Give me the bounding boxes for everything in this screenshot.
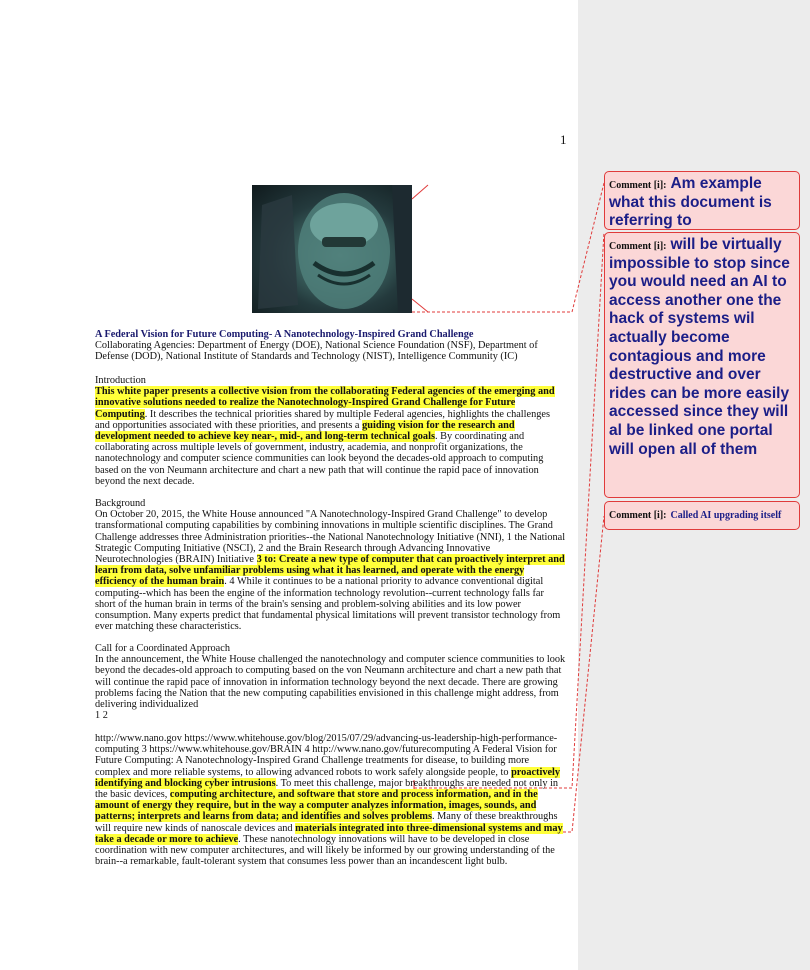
highlighted-text: 3 to: Create a new type of computer that can proactively interpret and learn from data, solve unfamiliar problems using what it has learned, and operate with the energy efficiency of the human brain <box>95 554 565 588</box>
section-references <box>95 733 567 867</box>
section-background <box>95 498 567 632</box>
comment-label: Comment [i]: <box>609 241 667 252</box>
comment-balloon[interactable] <box>604 171 800 230</box>
robot-face-image[interactable] <box>252 185 412 313</box>
comment-text: Am example what this document is referring to <box>609 175 772 230</box>
paragraph <box>95 733 567 867</box>
section-call <box>95 643 567 721</box>
paragraph <box>95 386 567 487</box>
highlighted-text: guiding vision for the research and development needed to achieve key near-, mid-, and long-term technical goals <box>95 419 515 443</box>
highlighted-text: materials integrated into three-dimensional systems and may take a decade or more to achieve <box>95 822 563 845</box>
comment-balloon[interactable] <box>604 232 800 498</box>
section-introduction <box>95 375 567 487</box>
footnote-marks: 1 2 <box>95 710 108 722</box>
paragraph-text: http://www.nano.gov https://www.whitehouse.gov/blog/2015/07/29/advancing-us-leadership-high-performance-computing 3 https://www.whitehouse.gov/BRAIN 4 http://www.nano.gov/futurecomputing A Federal Vision for Future Computing: A Nanotechnology-Inspired Grand Challenge treatments for disease, to building more complex and more reliable systems, to allowing advanced robots to work safely alongside people, to <box>95 733 558 778</box>
highlighted-text: computing architecture, and software that store and process information, and in the amount of energy they require, but in the way a computer analyzes information, images, sounds, and patterns; interprets and learns from data; and identifies and solves problems <box>95 789 538 823</box>
comment-balloon[interactable] <box>604 501 800 530</box>
paragraph: In the announcement, the White House challenged the nanotechnology and computer science communities to look beyond the decades-old approach to computing based on the von Neumann architecture and chart a new path that will continue the rapid pace of innovation in information technology beyond the next decade. There are growing problems facing the Nation that the new computing capabilities envisioned in this challenge might address, from delivering individualized <box>95 654 566 711</box>
paragraph <box>95 509 567 632</box>
document-header <box>95 329 567 363</box>
document-title: A Federal Vision for Future Computing- A Nanotechnology-Inspired Grand Challenge <box>95 329 474 340</box>
section-heading: Introduction <box>95 375 146 386</box>
paragraph-text: On October 20, 2015, the White House announced "A Nanotechnology-Inspired Grand Challenge" to develop transformational computing capabilities by combining innovations in multiple scientific disciplines. The Grand Challenge addresses three Administration priorities--the National Nanotechnology Initiative (NNI), 1 the National Strategic Computing Initiative (NSCI), 2 and the Brain Research through Advancing Innovative Neurotechnologies (BRAIN) Initiative <box>95 509 566 566</box>
paragraph-text: . It describes the technical priorities shared by multiple Federal agencies, highlights the challenges and opportunities associated with these priorities, and presents a <box>95 408 550 431</box>
comment-label: Comment [i]: <box>609 510 667 521</box>
comment-text: will be virtually impossible to stop since you would need an AI to access another one the hack of systems wil actually become contagious and more destructive and over rides can be more easily accessed since they will al be linked one portal will open all of them <box>609 236 790 458</box>
section-heading: Background <box>95 498 146 509</box>
highlighted-text: This white paper presents a collective vision from the collaborating Federal agencies of the emerging and innovative solutions needed to realize the Nanotechnology-Inspired Grand Challenge for Future Computing <box>95 386 555 420</box>
paragraph-text: . 4 While it continues to be a national priority to advance conventional digital computing--which has been the engine of the information technology revolution--current technology falls far short of the human brain in terms of the brain's sensing and problem-solving abilities and its low power consumption. Many experts predict that fundamental physical limitations will prevent transistor technology from ever matching these characteristics. <box>95 576 561 633</box>
paragraph-text: . To meet this challenge, major breakthroughs are needed not only in the basic devices, <box>95 777 559 801</box>
section-heading: Call for a Coordinated Approach <box>95 643 230 654</box>
highlighted-text: proactively identifying and blocking cyber intrusions <box>95 766 561 789</box>
page-number: 1 <box>560 132 567 147</box>
paragraph-text: . Many of these breakthroughs will require new kinds of nanoscale devices and <box>95 811 558 834</box>
comment-label: Comment [i]: <box>609 180 667 191</box>
collaborating-agencies: Collaborating Agencies: Department of Energy (DOE), National Science Foundation (NSF), Department of Defense (DOD), National Institute of Standards and Technology (NIST), Intelligence Community (IC) <box>95 340 538 363</box>
paragraph-text: . These nanotechnology innovations will have to be developed in close coordination with new computer architectures, and will likely be informed by our growing understanding of the brain--a remarkable, fault-tolerant system that consumes less power than an incandescent light bulb. <box>95 833 555 868</box>
comment-text: Called AI upgrading itself <box>670 510 782 521</box>
paragraph-text: . By coordinating and collaborating across multiple levels of government, industry, academia, and nonprofit organizations, the nanotechnology and computer science communities can look beyond the decades-old approach to computing based on the von Neumann architecture and chart a new path that will continue the rapid pace of innovation beyond the next decade. <box>95 431 544 487</box>
